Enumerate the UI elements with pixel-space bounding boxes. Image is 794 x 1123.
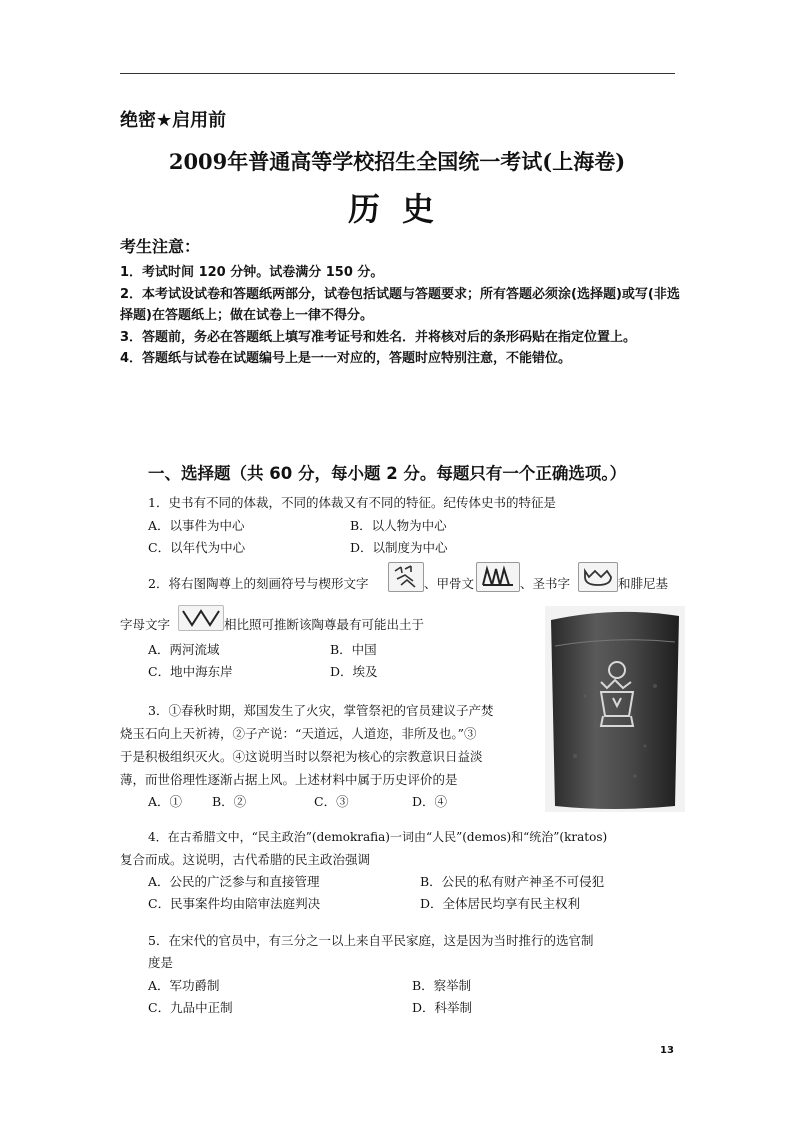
q3-line-3: 于是积极组织灭火。④这说明当时以祭祀为核心的宗教意识日益淡: [120, 749, 483, 764]
hieroglyph-glyph-icon: [578, 562, 618, 592]
q5-line-1: 5．在宋代的官员中，有三分之一以上来自平民家庭，这是因为当时推行的选官制: [148, 933, 594, 948]
q4-option-d: D．全体居民均享有民主权利: [420, 896, 581, 911]
notice-item: 2．本考试设试卷和答题纸两部分，试卷包括试题与答题要求；所有答题必须涂(选择题)或写(非选择题)在答题纸上；做在试卷上一律不得分。: [120, 286, 680, 323]
oracle-bone-glyph-icon: [476, 562, 520, 592]
exam-title: 2009年普通高等学校招生全国统一考试(上海卷): [168, 149, 626, 174]
q5-option-c: C．九品中正制: [148, 1000, 233, 1015]
q3-line-2: 烧玉石向上天祈祷，②子产说：“天道远，人道迩，非所及也。”③: [120, 726, 477, 741]
q3-option-d: D．④: [412, 794, 448, 809]
notice-item: 4．答题纸与试卷在试题编号上是一一对应的，答题时应特别注意，不能错位。: [120, 351, 572, 366]
notice-item: 3．答题前，务必在答题纸上填写准考证号和姓名．并将核对后的条形码贴在指定位置上。: [120, 329, 637, 345]
q3-line-4: 薄，而世俗理性逐渐占据上风。上述材料中属于历史评价的是: [120, 772, 458, 787]
q2-option-b: B．中国: [330, 642, 377, 657]
notice-list: [120, 262, 680, 370]
q2-option-a: A．两河流域: [148, 642, 220, 657]
subject-title: 历史: [347, 190, 456, 228]
q5-option-d: D．科举制: [412, 1000, 473, 1015]
q3-option-c: C．③: [314, 794, 349, 809]
q4-line-1: 4．在古希腊文中，“民主政治”(demokrafia)一词由“人民”(demos)和“统治”(kratos): [148, 830, 608, 844]
section-title: 一、选择题（共 60 分，每小题 2 分。每题只有一个正确选项。）: [148, 464, 627, 483]
q5-option-b: B．察举制: [412, 978, 472, 993]
q4-option-c: C．民事案件均由陪审法庭判决: [148, 896, 321, 911]
q4-line-2: 复合而成。这说明，古代希腊的民主政治强调: [120, 852, 371, 867]
q1-option-a: A．以事件为中心: [148, 518, 245, 533]
q1-option-c: C．以年代为中心: [148, 540, 246, 555]
question-1-stem: 1．史书有不同的体裁，不同的体裁又有不同的特征。纪传体史书的特征是: [148, 495, 556, 510]
q3-line-1: 3．①春秋时期，郑国发生了火灾，掌管祭祀的官员建议子产焚: [148, 703, 494, 718]
q4-option-b: B．公民的私有财产神圣不可侵犯: [420, 874, 605, 889]
q2-text-part4: 和腓尼基: [618, 576, 669, 591]
q2-text-part5: 字母文字: [120, 617, 171, 632]
q4-option-a: A．公民的广泛参与和直接管理: [148, 874, 320, 889]
header-rule: [120, 73, 675, 74]
q2-option-d: D．埃及: [330, 664, 378, 679]
notice-item: 1．考试时间 120 分钟。试卷满分 150 分。: [120, 265, 384, 280]
phoenician-glyph-icon: [178, 605, 224, 631]
q2-text-part2: 、甲骨文: [424, 576, 475, 591]
notice-title: 考生注意：: [120, 237, 201, 256]
page-number: 13: [660, 1045, 674, 1056]
q2-text-part6: 相比照可推断该陶尊最有可能出土于: [224, 617, 425, 632]
q2-option-c: C．地中海东岸: [148, 664, 233, 679]
q5-line-2: 度是: [148, 955, 174, 970]
pottery-vessel-image: [545, 606, 685, 812]
q2-text-part3: 、圣书字: [520, 576, 571, 591]
q3-option-b: B．②: [212, 794, 247, 809]
cuneiform-glyph-icon: [388, 562, 424, 592]
q3-option-a: A．①: [148, 794, 183, 809]
q5-option-a: A．军功爵制: [148, 978, 220, 993]
secret-label: 绝密★启用前: [120, 110, 227, 131]
q2-text-part1: 2．将右图陶尊上的刻画符号与楔形文字: [148, 576, 369, 591]
q1-option-d: D．以制度为中心: [350, 540, 448, 555]
q1-option-b: B．以人物为中心: [350, 518, 447, 533]
